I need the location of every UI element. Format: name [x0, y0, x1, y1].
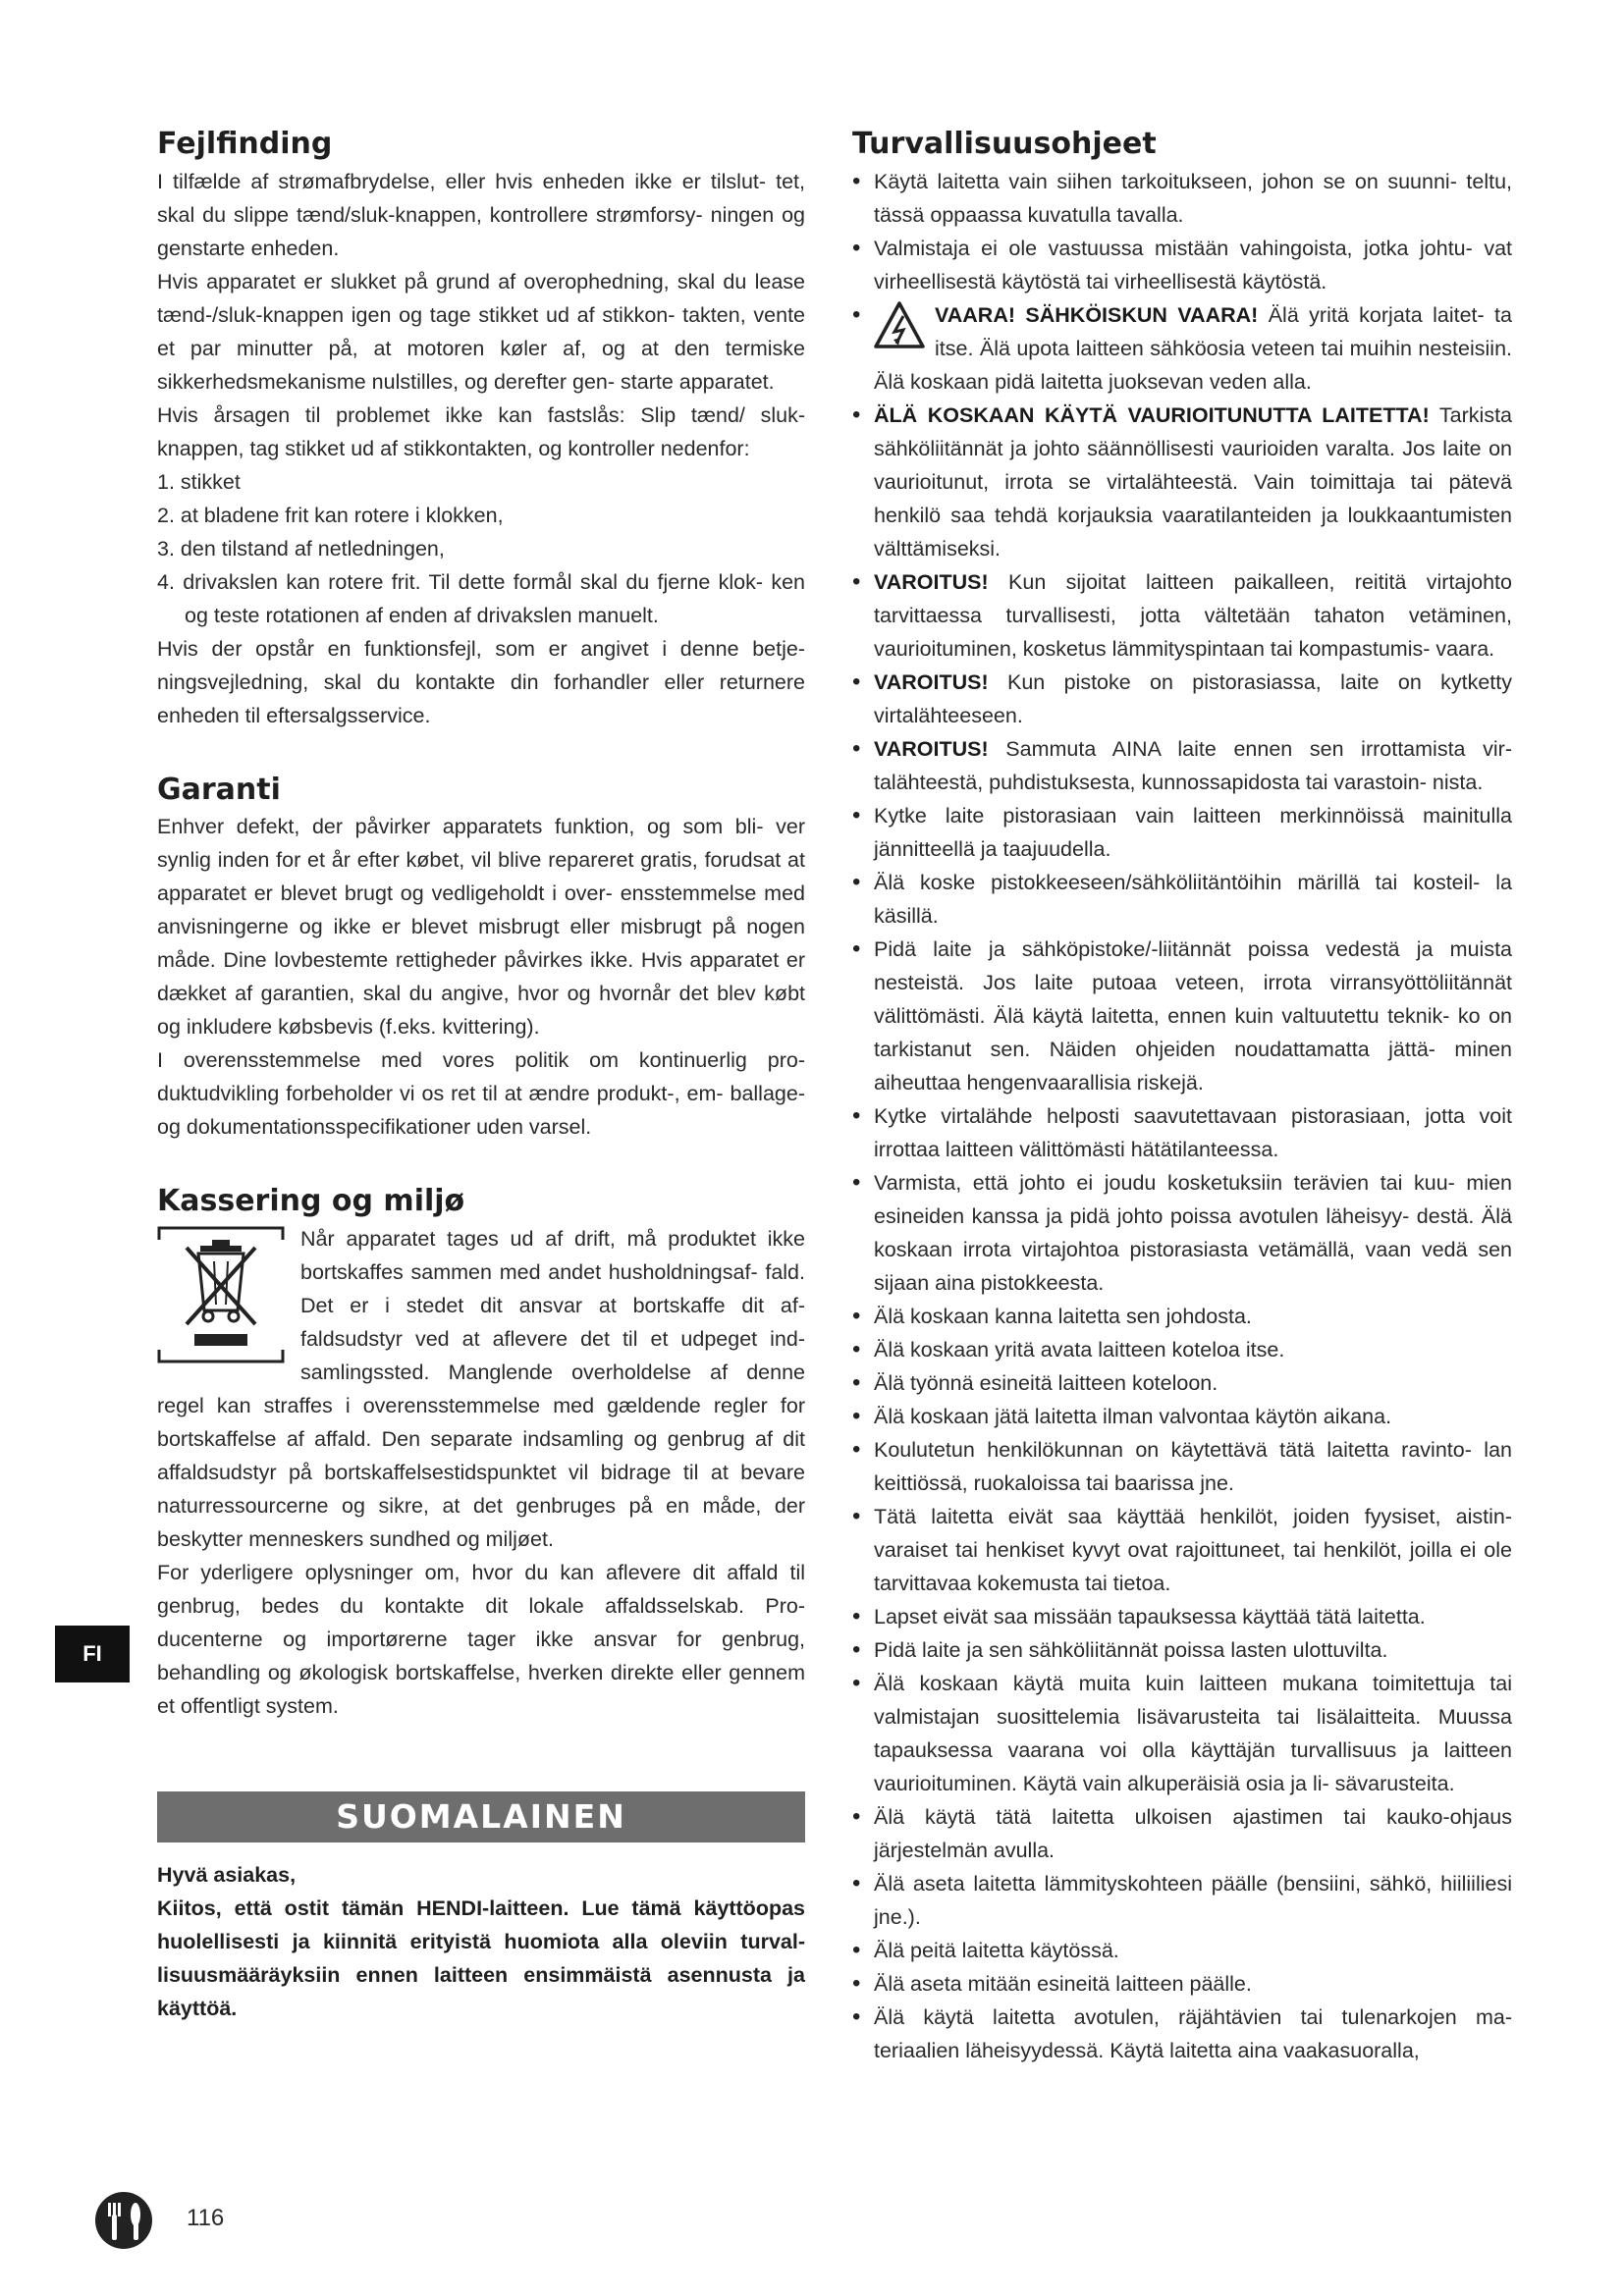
- safety-item: • Älä aseta laitetta lämmityskohteen päälle (bensiini, sähkö, hiiliiliesi jne.).: [852, 1867, 1512, 1934]
- checklist-item: 3. den tilstand af netledningen,: [157, 536, 445, 561]
- safety-item: • Käytä laitetta vain siihen tarkoitukseen, johon se on suunni- teltu, tässä oppaassa kuvatulla tavalla.: [852, 165, 1512, 232]
- language-side-tab: FI: [55, 1626, 130, 1682]
- safety-item: • Tätä laitetta eivät saa käyttää henkilöt, joiden fyysiset, aistin- varaiset tai henkiset kyvyt ovat rajoittuneet, tai henkilöt, joilla ei ole tarvittavaa kokemusta tai tietoa.: [852, 1500, 1512, 1600]
- warranty-section: [157, 772, 805, 1145]
- troubleshooting-paragraph: Hvis apparatet er slukket på grund af overophedning, skal du lease tænd-/sluk-knappen igen og tage stikket ud af stikkon- takten, vente et par minutter på, at motoren køler af, og at den termiske sikkerhedsmekanisme nulstilles, og derefter gen- starte apparatet.: [157, 269, 805, 394]
- safety-item: [852, 666, 1512, 732]
- troubleshooting-checklist: [157, 465, 805, 632]
- safety-item: • Pidä laite ja sähköpistoke/-liitännät poissa vedestä ja muista nesteistä. Jos laite putoaa veteen, irrota virransyöttöliitännät välittömästi. Älä käytä laitetta, ennen kuin valtuutettu teknik- ko on tarkistanut sen. Näiden ohjeiden noudattamatta jättä- minen aiheuttaa hengenvaarallisia riskejä.: [852, 933, 1512, 1099]
- language-section-banner: SUOMALAINEN: [157, 1791, 805, 1842]
- safety-item: • Varmista, että johto ei joudu kosketuksiin terävien tai kuu- mien esineiden kanssa ja pidä johto poissa avotulen läheisyy- destä. Älä koskaan irrota virtajohtoa pistorasiasta vetämällä, vaan vedä sen sijaan aina pistokkeesta.: [852, 1166, 1512, 1300]
- intro-greeting: Hyvä asiakas,: [157, 1862, 297, 1887]
- checklist-item: 4. drivakslen kan rotere frit. Til dette formål skal du fjerne klok- ken og teste rotationen af enden af drivakslen manuelt.: [157, 569, 805, 627]
- safety-item: [852, 399, 1512, 565]
- electric-hazard-warning-icon: [874, 300, 925, 349]
- warning-text: Sammuta AINA laite ennen sen irrottamista vir- talähteestä, puhdistuksesta, kunnossapidosta tai varastoin- nista.: [874, 736, 1512, 794]
- disposal-paragraph: Når apparatet tages ud af drift, må produktet ikke bortskaffes sammen med andet husholdningsaf- fald. Det er i stedet dit ansvar at bortskaffe dit af- faldsudstyr ved at aflevere det til et udpeget ind- samlingssted. Manglende overholdelse af denne regel kan straffes i overensstemmelse med gældende regler for bortskaffelse af affald. Den separate indsamling og genbrug af dit affaldsudstyr på bortskaffelsestidspunktet vil bidrage til at bevare naturressourcerne og sikre, at det genbruges på en måde, der beskytter menneskers sundhed og miljøet.: [157, 1226, 805, 1551]
- warranty-title: Garanti: [157, 772, 281, 807]
- troubleshooting-paragraph: I tilfælde af strømafbrydelse, eller hvis enheden ikke er tilslut- tet, skal du slippe tænd/sluk-knappen, kontrollere strømforsy- ningen og genstarte enheden.: [157, 169, 805, 260]
- safety-title: Turvallisuusohjeet: [852, 127, 1157, 161]
- safety-item: • Lapset eivät saa missään tapauksessa käyttää tätä laitetta.: [852, 1600, 1512, 1633]
- hendi-cutlery-logo-icon: [94, 2191, 153, 2250]
- intro-text: Kiitos, että ostit tämän HENDI-laitteen. Lue tämä käyttöopas huolellisesti ja kiinnitä erityistä huomiota alla oleviin turval- lisuusmääräyksiin ennen laitteen ensimmäistä asennusta ja käyttöä.: [157, 1896, 805, 2020]
- safety-item: • Kytke virtalähde helposti saavutettavaan pistorasiaan, jotta voit irrottaa laitteen välittömästi hätätilanteessa.: [852, 1099, 1512, 1166]
- never-use-damaged-text: Tarkista sähköliitännät ja johto säännöllisesti vaurioiden varalta. Jos laite on vaurioitunut, irrota se virtalähteestä. Vain toimittaja tai pätevä henkilö saa tehdä korjauksia vaaratilanteiden ja loukkaantumisten välttämiseksi.: [874, 402, 1512, 561]
- checklist-item: 1. stikket: [157, 469, 241, 494]
- warning-text: Kun sijoitat laitteen paikalleen, reititä virtajohto tarvittaessa turvallisesti, jotta vältetään tahaton vetäminen, vaurioituminen, kosketus lämmityspintaan tai kompastumis- vaara.: [874, 569, 1512, 661]
- safety-item: • Pidä laite ja sen sähköliitännät poissa lasten ulottuvilta.: [852, 1633, 1512, 1667]
- safety-item: • Älä koskaan jätä laitetta ilman valvontaa käytön aikana.: [852, 1400, 1512, 1433]
- disposal-section: [157, 1183, 805, 1723]
- checklist-item: 2. at bladene frit kan rotere i klokken,: [157, 503, 504, 527]
- crossed-out-wheelie-bin-icon: [157, 1226, 285, 1363]
- safety-item: [852, 298, 1512, 399]
- danger-text: Älä yritä korjata laitet- ta itse. Älä upota laitteen sähköosia veteen tai muihin nesteisiin. Älä koskaan pidä laitetta juoksevan veden alla.: [874, 302, 1512, 394]
- safety-item: • Älä aseta mitään esineitä laitteen päälle.: [852, 1967, 1512, 2001]
- danger-label: VAARA! SÄHKÖISKUN VAARA!: [935, 302, 1259, 327]
- never-use-damaged-label: ÄLÄ KOSKAAN KÄYTÄ VAURIOITUNUTTA LAITETTA!: [874, 402, 1430, 427]
- warning-text: Kun pistoke on pistorasiassa, laite on kytketty virtalähteeseen.: [874, 669, 1512, 727]
- troubleshooting-paragraph: Hvis årsagen til problemet ikke kan fastslås: Slip tænd/ sluk-knappen, tag stikket ud af stikkontakten, og kontroller nedenfor:: [157, 402, 805, 460]
- safety-item: [852, 565, 1512, 666]
- disposal-paragraph: For yderligere oplysninger om, hvor du kan aflevere dit affald til genbrug, bedes du kontakte dit lokale affaldsselskab. Pro- ducenterne og importørerne tager ikke ansvar for genbrug, behandling og økologisk bortskaffelse, hverken direkte eller gennem et offentligt system.: [157, 1560, 805, 1718]
- safety-item: • Älä työnnä esineitä laitteen koteloon.: [852, 1366, 1512, 1400]
- warning-label: VAROITUS!: [874, 669, 989, 694]
- page-number: 116: [187, 2205, 225, 2231]
- warranty-paragraph: I overensstemmelse med vores politik om kontinuerlig pro- duktudvikling forbeholder vi os ret til at ændre produkt-, em- ballage- og dokumentationsspecifikationer uden varsel.: [157, 1048, 805, 1139]
- safety-item: • Älä koske pistokkeeseen/sähköliitäntöihin märillä tai kosteil- la käsillä.: [852, 866, 1512, 933]
- troubleshooting-title: Fejlfinding: [157, 127, 333, 161]
- disposal-body: [157, 1222, 805, 1556]
- safety-item: • Älä käytä laitetta avotulen, räjähtävien tai tulenarkojen ma- teriaalien läheisyydessä. Käytä laitetta aina vaakasuoralla,: [852, 2001, 1512, 2067]
- safety-item: • Älä peitä laitetta käytössä.: [852, 1934, 1512, 1967]
- troubleshooting-section: [157, 126, 805, 732]
- troubleshooting-paragraph: Hvis der opstår en funktionsfejl, som er angivet i denne betje- ningsvejledning, skal du kontakte din forhandler eller returnere enheden til eftersalgsservice.: [157, 636, 805, 727]
- safety-item: [852, 732, 1512, 799]
- safety-item: • Älä koskaan kanna laitetta sen johdosta.: [852, 1300, 1512, 1333]
- right-column: [852, 126, 1512, 2067]
- warranty-paragraph: Enhver defekt, der påvirker apparatets funktion, og som bli- ver synlig inden for et år efter købet, vil blive repareret gratis, forudsat at apparatet er blevet brugt og vedligeholdt i over- ensstemmelse med anvisningerne og ikke er blevet misbrugt eller misbrugt på nogen måde. Dine lovbestemte rettigheder påvirkes ikke. Hvis apparatet er dækket af garantien, skal du angive, hvor og hvornår det blev købt og inkludere købsbevis (f.eks. kvittering).: [157, 815, 805, 1039]
- warning-label: VAROITUS!: [874, 736, 989, 761]
- disposal-title: Kassering og miljø: [157, 1184, 465, 1218]
- warning-label: VAROITUS!: [874, 569, 989, 594]
- safety-item: • Koulutetun henkilökunnan on käytettävä tätä laitetta ravinto- lan keittiössä, ruokaloissa tai baarissa jne.: [852, 1433, 1512, 1500]
- safety-item: • Kytke laite pistorasiaan vain laitteen merkinnöissä mainitulla jännitteellä ja taajuudella.: [852, 799, 1512, 866]
- safety-item: • Älä koskaan käytä muita kuin laitteen mukana toimitettuja tai valmistajan suosittelemia lisävarusteita tai lisälaitteita. Muussa tapauksessa vaarana voi olla käyttäjän turvallisuus ja laitteen vaurioituminen. Käytä vain alkuperäisiä osia ja li- sävarusteita.: [852, 1667, 1512, 1800]
- safety-item: • Valmistaja ei ole vastuussa mistään vahingoista, jotka johtu- vat virheellisestä käytöstä tai virheellisestä käytöstä.: [852, 232, 1512, 298]
- intro-block: [157, 1858, 805, 2025]
- safety-item: • Älä koskaan yritä avata laitteen koteloa itse.: [852, 1333, 1512, 1366]
- safety-list: [852, 165, 1512, 2067]
- left-column: [157, 126, 805, 2025]
- safety-item: • Älä käytä tätä laitetta ulkoisen ajastimen tai kauko-ohjaus järjestelmän avulla.: [852, 1800, 1512, 1867]
